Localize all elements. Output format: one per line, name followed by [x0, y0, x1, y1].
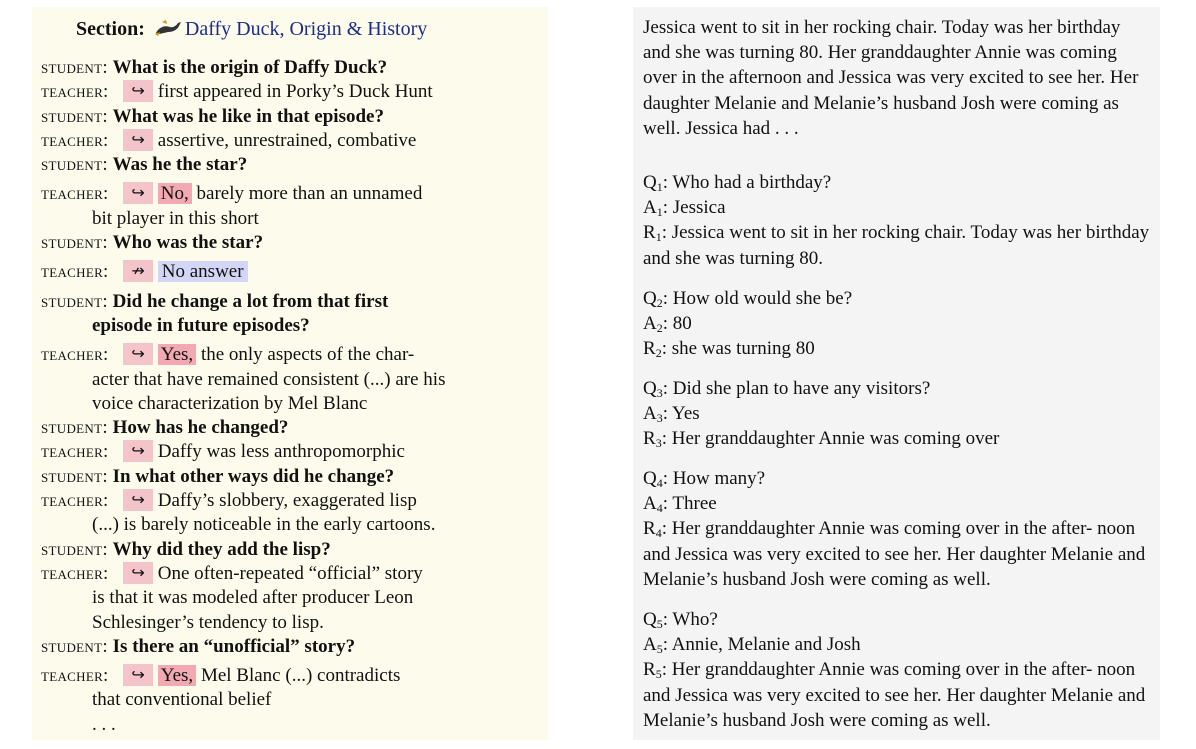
- student-turn: [41, 56, 501, 80]
- story-passage: Jessica went to sit in her rocking chair. Today was her birthday and she was turning 80. Her granddaughter Annie was coming over in the afternoon and Jessica was very excited to see her. Her daughter Melanie and Melanie’s husband Josh were coming as well. Jessica had . . .: [643, 17, 1139, 139]
- teacher-answer: Mel Blanc (...) contradicts: [200, 665, 401, 687]
- teacher-role-label: teacher:: [41, 665, 109, 687]
- section-label: Section:: [76, 18, 145, 40]
- yes-no-label: Yes,: [158, 665, 196, 686]
- teacher-turn: [41, 260, 501, 284]
- question: $Q_2$: How old would she be?: [643, 288, 853, 310]
- rationale: $R_5$: Her granddaughter Annie was coming over in the after- noon and Jessica was very excited to see her. Her daughter Melanie and Melanie’s husband Josh were coming as well.: [643, 659, 1146, 731]
- teacher-answer: One often-repeated “official” story: [157, 562, 423, 584]
- student-turn: [41, 465, 501, 489]
- rationale: $R_1$: Jessica went to sit in her rocking chair. Today was her birthday and she was turning 80.: [643, 222, 1150, 269]
- student-question: What was he like in that episode?: [112, 105, 384, 127]
- student-role-label: student:: [41, 154, 108, 176]
- section-header: [76, 16, 427, 45]
- student-role-label: student:: [41, 417, 108, 439]
- teacher-turn: [41, 80, 501, 104]
- qa-block-3: [643, 376, 1153, 452]
- continue-arrow-icon: ↪: [123, 440, 152, 462]
- student-turn: [41, 538, 501, 562]
- no-answer-arrow-icon: ↛: [123, 260, 152, 282]
- teacher-turn: [41, 182, 501, 231]
- duck-icon: [153, 18, 183, 45]
- teacher-answer-cont: voice characterization by Mel Blanc: [92, 392, 368, 414]
- continue-arrow-icon: ↪: [123, 562, 152, 584]
- continue-arrow-icon: ↪: [123, 489, 152, 511]
- teacher-role-label: teacher:: [41, 344, 109, 366]
- teacher-answer-cont: (...) is barely noticeable in the early cartoons.: [92, 514, 436, 536]
- teacher-turn: [41, 489, 501, 538]
- student-question: Who was the star?: [112, 232, 264, 254]
- student-question: Why did they add the lisp?: [112, 538, 331, 560]
- question: $Q_1$: Who had a birthday?: [643, 172, 832, 194]
- dialog-turns: [41, 56, 501, 737]
- student-turn: [41, 153, 501, 177]
- teacher-answer-cont: Schlesinger’s tendency to lisp.: [92, 611, 324, 633]
- student-turn: [41, 231, 501, 255]
- student-question: Did he change a lot from that first: [112, 290, 389, 312]
- student-turn: [41, 416, 501, 440]
- teacher-role-label: teacher:: [41, 183, 109, 205]
- teacher-answer: barely more than an unnamed: [196, 183, 423, 205]
- teacher-role-label: teacher:: [41, 129, 109, 151]
- rationale: $R_2$: she was turning 80: [643, 338, 815, 361]
- continue-arrow-icon: ↪: [123, 80, 152, 102]
- question: $Q_4$: How many?: [643, 468, 766, 490]
- teacher-answer-cont: that conventional belief: [92, 689, 272, 711]
- student-question: In what other ways did he change?: [112, 465, 395, 487]
- teacher-turn: [41, 440, 501, 464]
- teacher-answer: the only aspects of the char-: [200, 344, 415, 366]
- student-question: How has he changed?: [112, 417, 289, 439]
- no-answer-label: No answer: [158, 261, 248, 282]
- qa-block-4: [643, 466, 1153, 592]
- teacher-turn: [41, 343, 501, 416]
- quac-dialog-panel: [32, 7, 548, 740]
- continue-arrow-icon: ↪: [123, 182, 152, 204]
- qa-block-1: [643, 170, 1153, 271]
- coqa-passage-panel: [633, 7, 1160, 740]
- student-role-label: student:: [41, 635, 108, 657]
- student-role-label: student:: [41, 57, 108, 78]
- rationale: $R_3$: Her granddaughter Annie was coming over: [643, 428, 1000, 451]
- student-role-label: student:: [41, 290, 108, 312]
- teacher-answer: assertive, unrestrained, combative: [157, 129, 417, 151]
- yes-no-label: Yes,: [158, 344, 196, 365]
- teacher-answer: first appeared in Porky’s Duck Hunt: [157, 81, 433, 103]
- teacher-answer: Daffy’s slobbery, exaggerated lisp: [157, 490, 417, 512]
- teacher-answer-cont: is that it was modeled after producer Leon: [92, 587, 414, 609]
- teacher-turn: [41, 129, 501, 153]
- teacher-turn: [41, 664, 501, 713]
- student-question: Was he the star?: [112, 154, 248, 176]
- teacher-role-label: teacher:: [41, 81, 109, 103]
- question: $Q_5$: Who?: [643, 609, 718, 631]
- qa-block-5: [643, 607, 1153, 733]
- student-question-cont: episode in future episodes?: [92, 314, 310, 336]
- yes-no-label: No,: [158, 183, 192, 204]
- teacher-answer-cont: bit player in this short: [92, 207, 259, 229]
- student-turn: [41, 105, 501, 129]
- student-question: Is there an “unofficial” story?: [112, 635, 356, 657]
- continue-arrow-icon: ↪: [123, 343, 152, 365]
- student-turn: [41, 290, 501, 339]
- student-turn: [41, 635, 501, 659]
- dialog-ellipsis: . . .: [92, 713, 116, 735]
- answer: $A_5$: Annie, Melanie and Josh: [643, 634, 861, 657]
- student-role-label: student:: [41, 465, 108, 487]
- teacher-answer-cont: acter that have remained consistent (...) are his: [92, 368, 446, 390]
- answer: $A_4$: Three: [643, 493, 717, 516]
- answer: $A_1$: Jessica: [643, 197, 726, 220]
- teacher-turn: [41, 562, 501, 635]
- student-question: What is the origin of Daffy Duck?: [112, 57, 388, 78]
- student-role-label: student:: [41, 538, 108, 560]
- qa-block-2: [643, 286, 1153, 362]
- answer: $A_2$: 80: [643, 313, 692, 336]
- teacher-role-label: teacher:: [41, 562, 109, 584]
- section-title: Daffy Duck, Origin & History: [184, 18, 428, 40]
- teacher-answer: Daffy was less anthropomorphic: [157, 441, 405, 463]
- rationale: $R_4$: Her granddaughter Annie was coming over in the after- noon and Jessica was very excited to see her. Her daughter Melanie and Melanie’s husband Josh were coming as well.: [643, 518, 1146, 590]
- teacher-role-label: teacher:: [41, 490, 109, 512]
- question: $Q_3$: Did she plan to have any visitors?: [643, 378, 931, 400]
- student-role-label: student:: [41, 105, 108, 127]
- answer: $A_3$: Yes: [643, 403, 700, 426]
- student-role-label: student:: [41, 232, 108, 254]
- continue-arrow-icon: ↪: [123, 664, 152, 686]
- teacher-role-label: teacher:: [41, 441, 109, 463]
- teacher-role-label: teacher:: [41, 261, 109, 283]
- continue-arrow-icon: ↪: [123, 129, 152, 151]
